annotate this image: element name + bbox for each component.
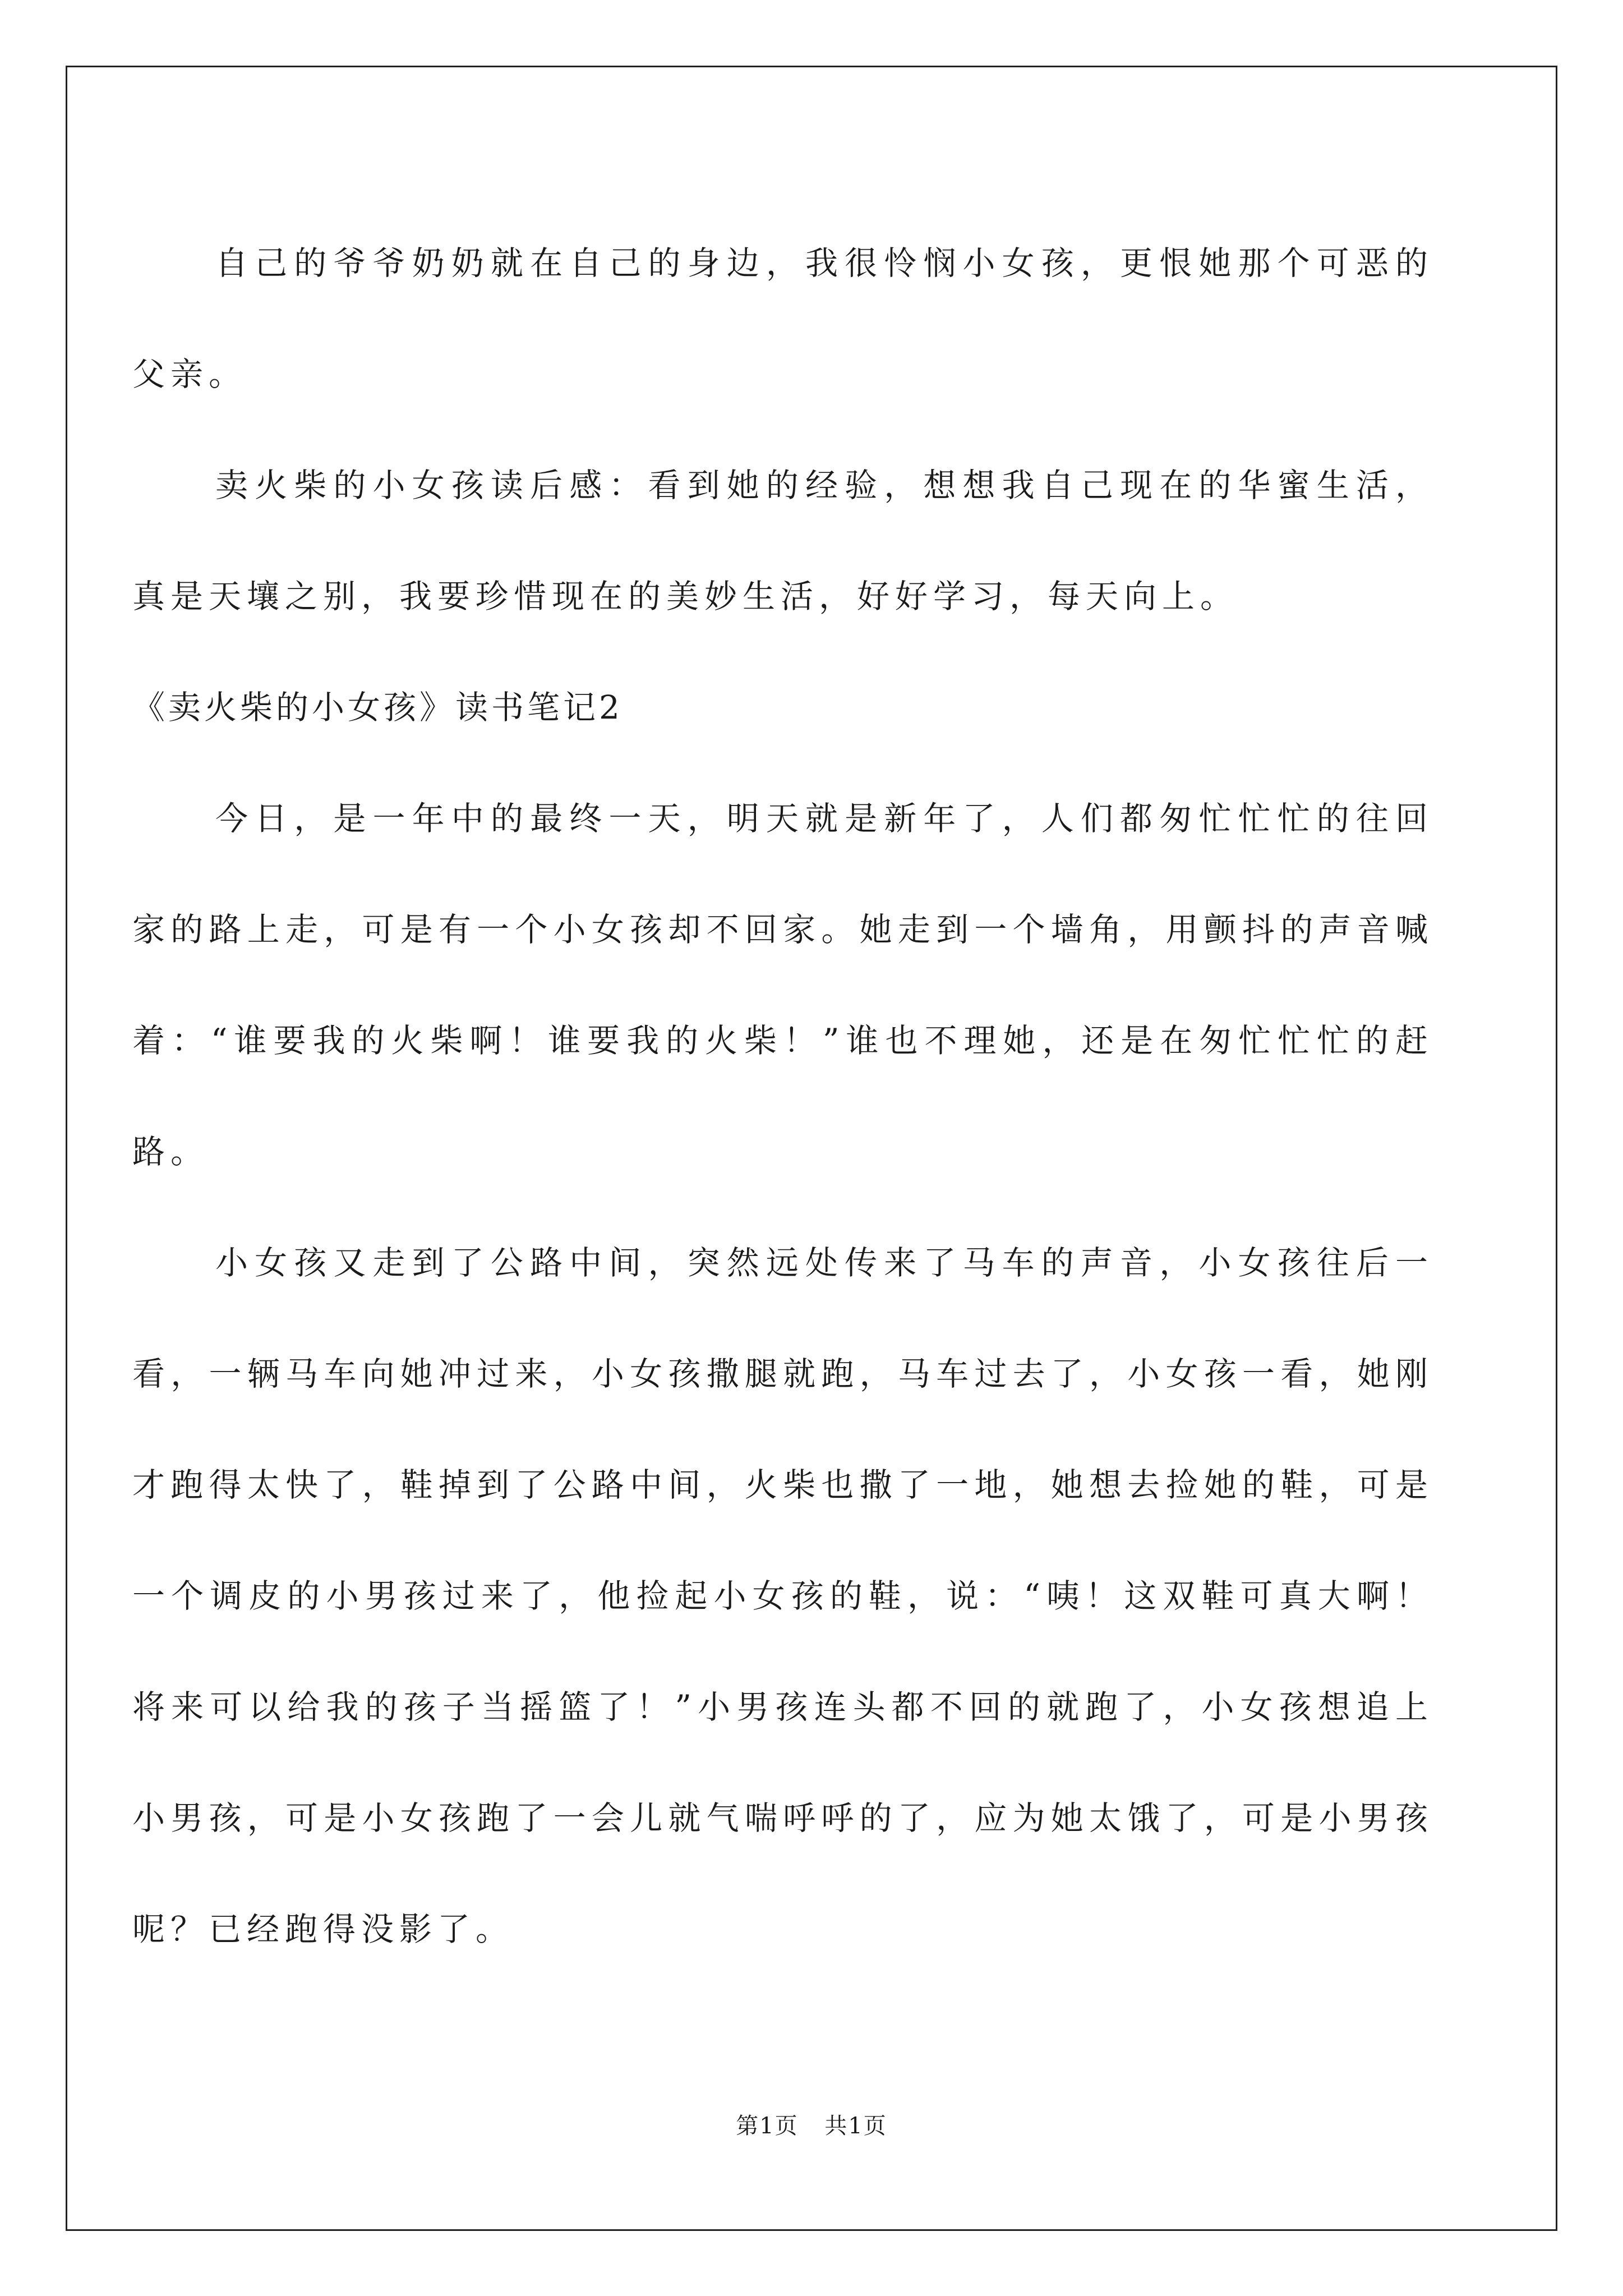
page-total: 共1页 [824,2113,887,2139]
paragraph: 自己的爷爷奶奶就在自己的身边，我很怜悯小女孩，更恨她那个可恶的父亲。 [132,244,1433,393]
page-number: 第1页 [736,2113,799,2139]
page-footer [0,2109,1623,2143]
section-heading: 《卖火柴的小女孩》读书笔记2 [132,688,623,726]
paragraph: 卖火柴的小女孩读后感：看到她的经验，想想我自己现在的华蜜生活，真是天壤之别，我要珍惜现在的美妙生活，好好学习，每天向上。 [132,466,1433,615]
document-body [132,208,1433,2087]
paragraph: 小女孩又走到了公路中间，突然远处传来了马车的声音，小女孩往后一看，一辆马车向她冲过来，小女孩撒腿就跑，马车过去了，小女孩一看，她刚才跑得太快了，鞋掉到了公路中间，火柴也撒了一地，她想去捡她的鞋，可是一个调皮的小男孩过来了，他捡起小女孩的鞋，说：“咦！这双鞋可真大啊！将来可以给我的孩子当摇篮了！”小男孩连头都不回的就跑了，小女孩想追上小男孩，可是小女孩跑了一会儿就气喘呼呼的了，应为她太饿了，可是小男孩呢？已经跑得没影了。 [132,1244,1433,1948]
paragraph: 今日，是一年中的最终一天，明天就是新年了，人们都匆忙忙忙的往回家的路上走，可是有一个小女孩却不回家。她走到一个墙角，用颤抖的声音喊着：“谁要我的火柴啊！谁要我的火柴！”谁也不理她，还是在匆忙忙忙的赶路。 [132,799,1433,1171]
